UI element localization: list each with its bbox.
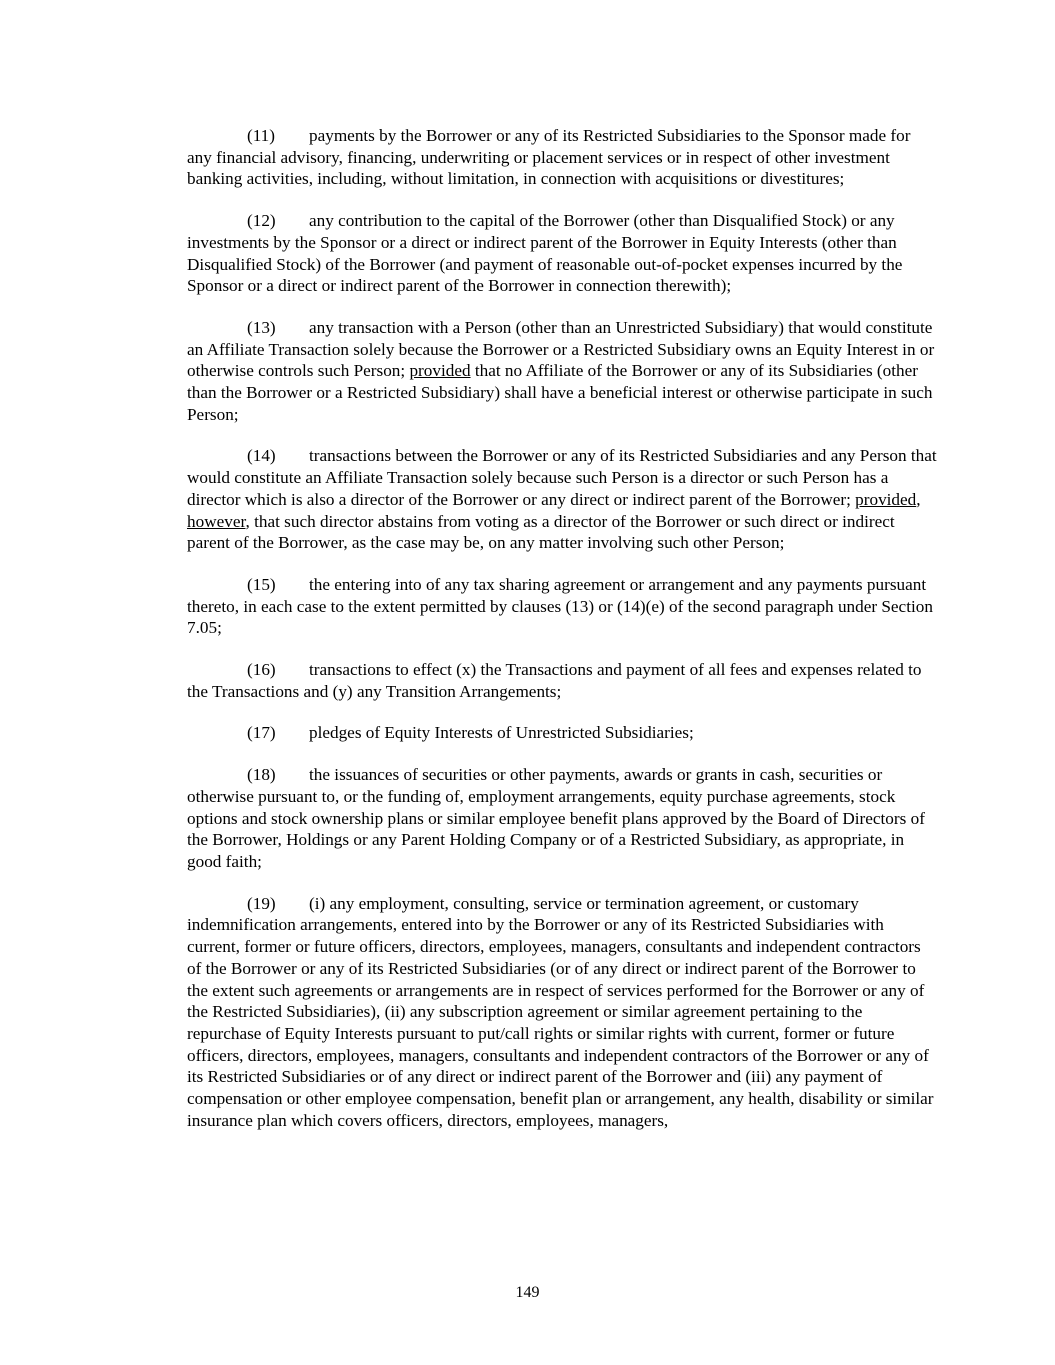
clause-14 — [187, 445, 937, 554]
clause-number: (15) — [247, 574, 276, 594]
clause-separator: , — [916, 489, 921, 509]
clause-text-continued: that no Affiliate of the Borrower or any of its Subsidiaries (other than the Borrower or a Restricted Subsidiary) shall have a beneficial interest or otherwise participate in such Person; — [187, 361, 933, 424]
clause-number: (16) — [247, 660, 276, 680]
clause-text: the issuances of securities or other payments, awards or grants in cash, securities or otherwise pursuant to, or the funding of, employment arrangements, equity purchase agreements, stock options and stock ownership plans or similar employee benefit plans approved by the Board of Directors of the Borrower, Holdings or any Parent Holding Company or of a Restricted Subsidiary, as appropriate, in good faith; — [187, 765, 925, 871]
clause-number: (17) — [247, 723, 276, 743]
underlined-term-however: however — [187, 511, 246, 531]
clause-number: (19) — [247, 893, 276, 913]
clause-18 — [187, 764, 937, 873]
clause-text: pledges of Equity Interests of Unrestricted Subsidiaries; — [309, 723, 694, 743]
clause-text: any contribution to the capital of the Borrower (other than Disqualified Stock) or any investments by the Sponsor or a direct or indirect parent of the Borrower in Equity Interests (other than Disqualified Stock) of the Borrower (and payment of reasonable out-of-pocket expenses incurred by the Sponsor or a direct or indirect parent of the Borrower in connection therewith); — [187, 211, 903, 296]
clause-number: (13) — [247, 317, 276, 337]
clause-16 — [187, 659, 937, 702]
clause-15 — [187, 574, 937, 639]
clause-text-continued: , that such director abstains from voting as a director of the Borrower or such direct or indirect parent of the Borrower, as the case may be, on any matter involving such other Person; — [187, 511, 895, 553]
document-body — [187, 125, 937, 1151]
clause-text: payments by the Borrower or any of its Restricted Subsidiaries to the Sponsor made for any financial advisory, financing, underwriting or placement services or in respect of other investment banking activities, including, without limitation, in connection with acquisitions or divestitures; — [187, 126, 911, 189]
clause-text: transactions between the Borrower or any of its Restricted Subsidiaries and any Person that would constitute an Affiliate Transaction solely because such Person is a director or such Person has a director which is also a director of the Borrower or any direct or indirect parent of the Borrower; — [187, 446, 937, 509]
page-number: 149 — [515, 1284, 540, 1301]
clause-17 — [187, 722, 937, 744]
clause-text: the entering into of any tax sharing agreement or arrangement and any payments pursuant thereto, in each case to the extent permitted by clauses (13) or (14)(e) of the second paragraph under Section 7.05; — [187, 574, 933, 638]
clause-12 — [187, 210, 937, 297]
clause-text: (i) any employment, consulting, service or termination agreement, or customary indemnification arrangements, entered into by the Borrower or any of its Restricted Subsidiaries with current, former or future officers, directors, employees, managers, consultants and independent contractors of the Borrower or any of its Restricted Subsidiaries (or of any direct or indirect parent of the Borrower to the extent such agreements or arrangements are in respect of services performed for the Borrower or any of the Restricted Subsidiaries), (ii) any subscription agreement or similar agreement pertaining to the repurchase of Equity Interests pursuant to put/call rights or similar rights with current, former or future officers, directors, employees, managers, consultants and independent contractors of the Borrower or any of its Restricted Subsidiaries or of any direct or indirect parent of the Borrower and (iii) any payment of compensation or other employee compensation, benefit plan or arrangement, any health, disability or similar insurance plan which covers officers, directors, employees, managers, — [187, 893, 934, 1130]
clause-number: (12) — [247, 211, 276, 231]
clause-19 — [187, 893, 937, 1132]
clause-text: any transaction with a Person (other than an Unrestricted Subsidiary) that would constitute an Affiliate Transaction solely because the Borrower or a Restricted Subsidiary owns an Equity Interest in or otherwise controls such Person; — [187, 317, 935, 381]
clause-number: (11) — [247, 126, 275, 145]
clause-text: transactions to effect (x) the Transactions and payment of all fees and expenses related to the Transactions and (y) any Transition Arrangements; — [187, 660, 922, 701]
clause-number: (14) — [247, 446, 276, 466]
underlined-term-provided: provided — [409, 361, 471, 381]
clause-11 — [187, 125, 937, 190]
clause-13 — [187, 317, 937, 426]
clause-number: (18) — [247, 765, 276, 785]
underlined-term-provided: provided — [855, 489, 917, 509]
